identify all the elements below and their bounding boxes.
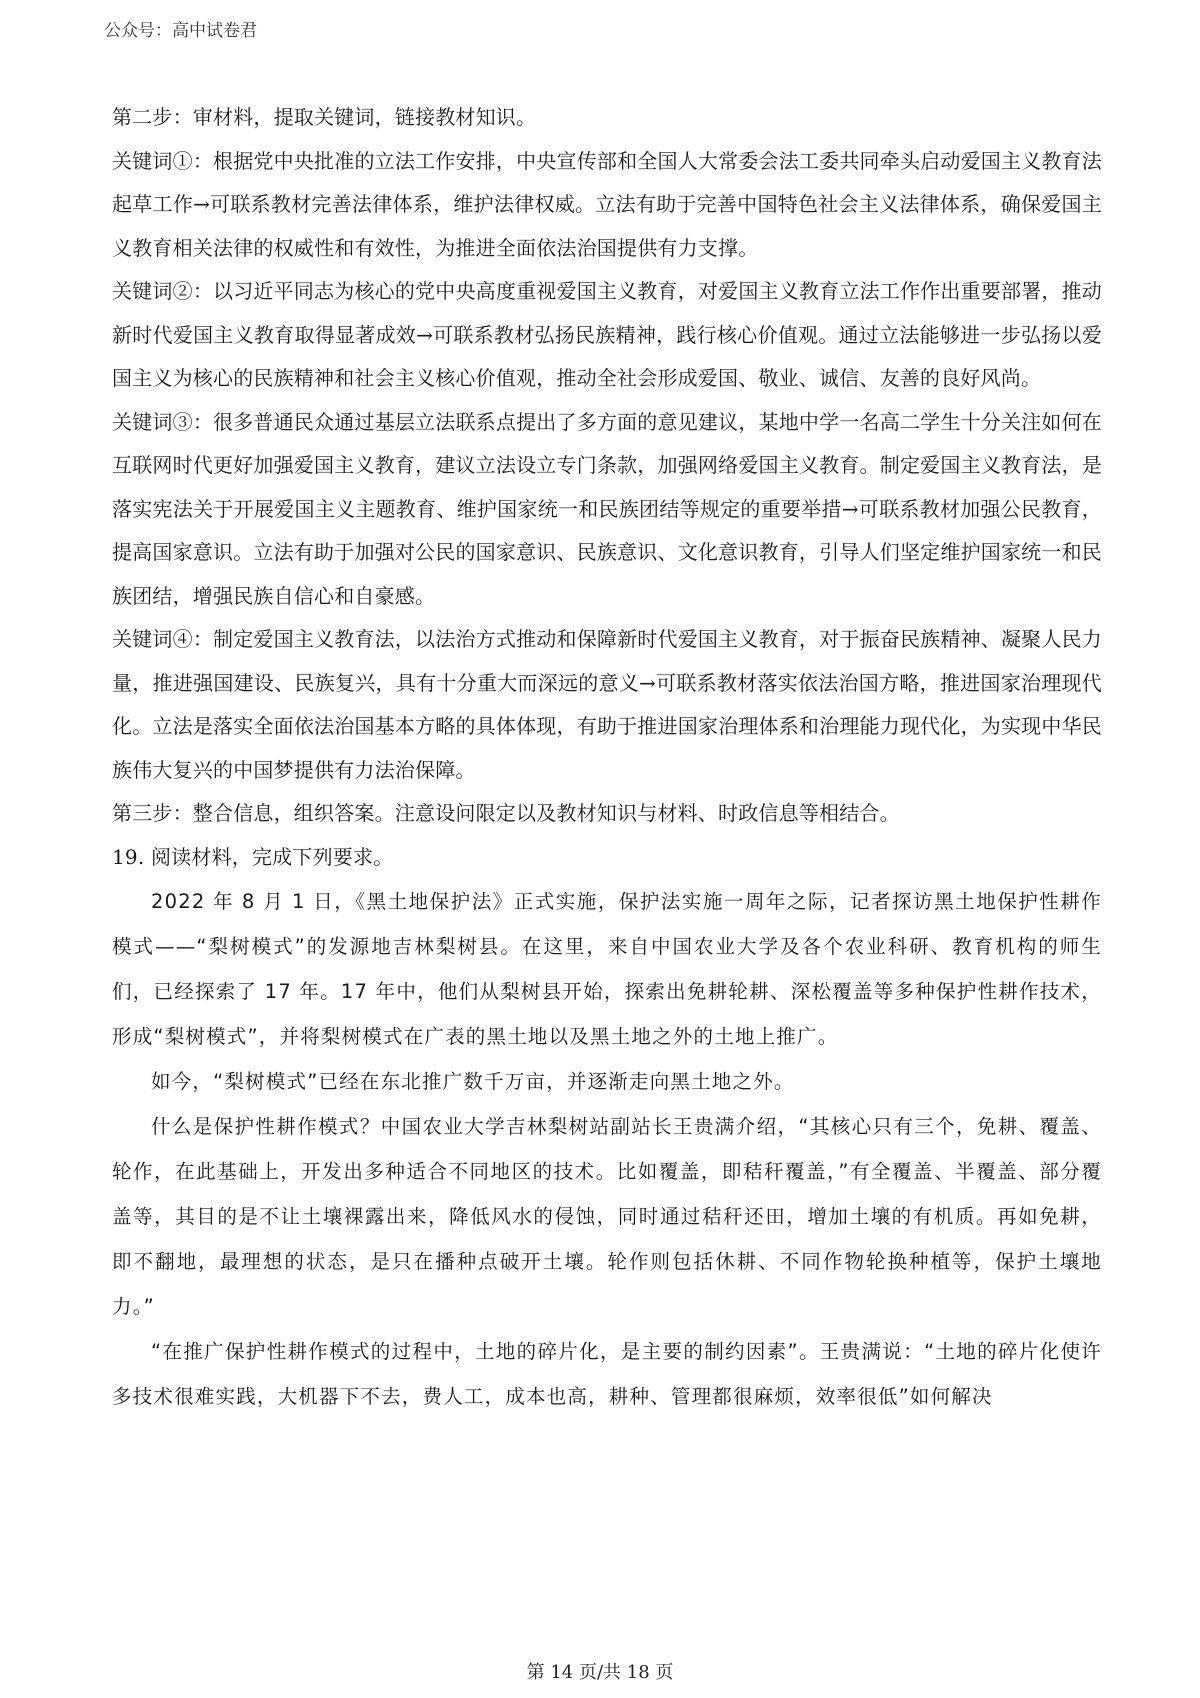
page-number: 第 14 页/共 18 页 <box>526 1662 674 1683</box>
material-paragraph: 如今，“梨树模式”已经在东北推广数千万亩，并逐渐走向黑土地之外。 <box>151 1070 795 1093</box>
analysis-keyword-1: 关键词①：根据党中央批准的立法工作安排，中央宣传部和全国人大常委会法工委共同牵头启动爱国主义教育法起草工作→可联系教材完善法律体系，维护法律权威。立法有助于完善中国特色社会主义法律体系，确保爱国主义教育相关法律的权威性和有效性，为推进全面依法治国提供有力支撑。 <box>112 148 1102 260</box>
analysis-step2: 第二步：审材料，提取关键词，链接教材知识。 <box>112 105 537 129</box>
page-content <box>112 96 1102 1419</box>
question-19-prompt: 19. 阅读材料，完成下列要求。 <box>112 844 394 869</box>
analysis-keyword-3: 关键词③：很多普通民众通过基层立法联系点提出了多方面的意见建议，某地中学一名高二学生十分关注如何在互联网时代更好加强爱国主义教育，建议立法设立专门条款，加强网络爱国主义教育。制定爱国主义教育法，是落实宪法关于开展爱国主义主题教育、维护国家统一和民族团结等规定的重要举措→可联系教材加强公民教育，提高国家意识。立法有助于加强对公民的国家意识、民族意识、文化意识教育，引导人们坚定维护国家统一和民族团结，增强民族自信心和自豪感。 <box>112 409 1102 608</box>
analysis-step3: 第三步：整合信息，组织答案。注意设问限定以及教材知识与材料、时政信息等相结合。 <box>112 801 900 825</box>
question-19-material <box>112 879 1102 1419</box>
analysis-keyword-2: 关键词②：以习近平同志为核心的党中央高度重视爱国主义教育，对爱国主义教育立法工作作出重要部署，推动新时代爱国主义教育取得显著成效→可联系教材弘扬民族精神，践行核心价值观。通过立法能够进一步弘扬以爱国主义为核心的民族精神和社会主义核心价值观，推动全社会形成爱国、敬业、诚信、友善的良好风尚。 <box>112 279 1102 390</box>
header-source: 公众号：高中试卷君 <box>104 21 257 41</box>
material-paragraph: 什么是保护性耕作模式？中国农业大学吉林梨树站副站长王贵满介绍，“其核心只有三个，免耕、覆盖、轮作，在此基础上，开发出多种适合不同地区的技术。比如覆盖，即秸秆覆盖，”有全覆盖、半覆盖、部分覆盖等，其目的是不让土壤裸露出来，降低风水的侵蚀，同时通过秸秆还田，增加土壤的有机质。再如免耕，即不翻地，最理想的状态，是只在播种点破开土壤。轮作则包括休耕、不同作物轮换种植等，保护土壤地力。” <box>112 1115 1102 1318</box>
material-paragraph: 2022 年 8 月 1 日，《黑土地保护法》正式实施，保护法实施一周年之际，记者探访黑土地保护性耕作模式——“梨树模式”的发源地吉林梨树县。在这里，来自中国农业大学及各个农业科研、教育机构的师生们，已经探索了 17 年。17 年中，他们从梨树县开始，探索出免耕轮耕、深松覆盖等多种保护性耕作技术，形成“梨树模式”，并将梨树模式在广表的黑土地以及黑土地之外的土地上推广。 <box>112 890 1102 1048</box>
material-paragraph: “在推广保护性耕作模式的过程中，土地的碎片化，是主要的制约因素”。王贵满说：“土地的碎片化使许多技术很难实践，大机器下不去，费人工，成本也高，耕种、管理都很麻烦，效率很低”如何解决 <box>112 1340 1102 1408</box>
analysis-keyword-4: 关键词④：制定爱国主义教育法，以法治方式推动和保障新时代爱国主义教育，对于振奋民族精神、凝聚人民力量，推进强国建设、民族复兴，具有十分重大而深远的意义→可联系教材落实依法治国方略，推进国家治理现代化。立法是落实全面依法治国基本方略的具体体现，有助于推进国家治理体系和治理能力现代化，为实现中华民族伟大复兴的中国梦提供有力法治保障。 <box>112 627 1102 782</box>
